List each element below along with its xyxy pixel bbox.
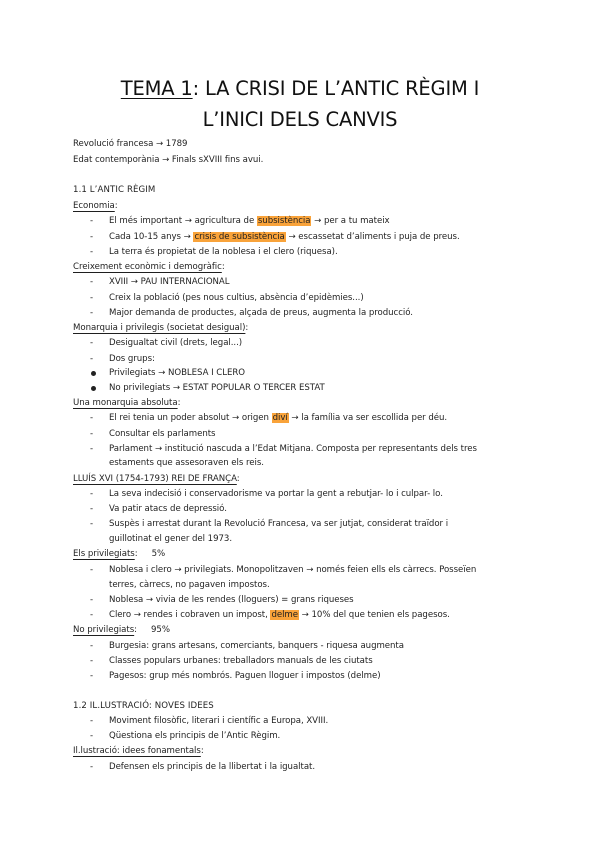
dash-marker: - xyxy=(90,444,94,454)
list-item-continuation: guillotinat el gener del 1973. xyxy=(109,534,233,544)
list-item: No privilegiats → ESTAT POPULAR O TERCER ESTAT xyxy=(109,383,325,393)
list-item: El més important → agricultura de subsistència → per a tu mateix xyxy=(109,216,390,226)
list-item: Classes populars urbanes: treballadors manuals de les ciutats xyxy=(109,656,373,666)
dash-marker: - xyxy=(90,277,94,287)
dash-marker: - xyxy=(90,429,94,439)
dash-marker: - xyxy=(90,519,94,529)
list-item: Major demanda de productes, alçada de preus, augmenta la producció. xyxy=(109,308,413,318)
subheading-monarquia: Monarquia i privilegis (societat desigual): xyxy=(73,323,249,333)
list-item: La seva indecisió i conservadorisme va portar la gent a rebutjar- lo i culpar- lo. xyxy=(109,489,443,499)
list-item: La terra és propietat de la noblesa i el clero (riquesa). xyxy=(109,247,338,257)
dash-marker: - xyxy=(90,216,94,226)
bullet-dot xyxy=(91,386,96,391)
section-heading: 1.1 L’ANTIC RÈGIM xyxy=(73,185,156,195)
dash-marker: - xyxy=(90,595,94,605)
list-item: Privilegiats → NOBLESA I CLERO xyxy=(109,368,245,378)
section-heading: 1.2 IL.LUSTRACIÓ: NOVES IDEES xyxy=(73,701,214,711)
dash-marker: - xyxy=(90,413,94,423)
list-item: Burgesia: grans artesans, comerciants, banquers - riquesa augmenta xyxy=(109,641,404,651)
list-item: Dos grups: xyxy=(109,354,155,364)
intro-line: Edat contemporània → Finals sXVIII fins avui. xyxy=(73,155,264,165)
subheading-creixement: Creixement econòmic i demogràfic: xyxy=(73,262,225,272)
dash-marker: - xyxy=(90,641,94,651)
subheading-privilegiats: Els privilegiats: 5% xyxy=(73,549,166,559)
dash-marker: - xyxy=(90,308,94,318)
dash-marker: - xyxy=(90,716,94,726)
intro-line: Revolució francesa → 1789 xyxy=(73,139,188,149)
dash-marker: - xyxy=(90,671,94,681)
document-title-line-2: L’INICI DELS CANVIS xyxy=(202,108,398,131)
list-item: Parlament → institució nascuda a l’Edat Mitjana. Composta per representants dels tres xyxy=(109,444,477,454)
percent-label: 95% xyxy=(151,625,170,635)
dash-marker: - xyxy=(90,610,94,620)
dash-marker: - xyxy=(90,293,94,303)
dash-marker: - xyxy=(90,247,94,257)
list-item: Consultar els parlaments xyxy=(109,429,216,439)
dash-marker: - xyxy=(90,232,94,242)
list-item-continuation: estaments que assesoraven els reis. xyxy=(109,458,264,468)
list-item: Creix la població (pes nous cultius, absència d’epidèmies...) xyxy=(109,293,364,303)
subheading-ideas: Il.lustració: idees fonamentals: xyxy=(73,746,204,756)
dash-marker: - xyxy=(90,354,94,364)
subheading-no-privilegiats: No privilegiats: 95% xyxy=(73,625,170,635)
subheading-economia: Economia: xyxy=(73,201,118,211)
list-item: Qüestiona els principis de l’Antic Règim. xyxy=(109,731,281,741)
list-item-continuation: terres, càrrecs, no pagaven impostos. xyxy=(109,580,270,590)
list-item: XVIII → PAU INTERNACIONAL xyxy=(109,277,230,287)
dash-marker: - xyxy=(90,731,94,741)
highlight: diví xyxy=(272,413,288,423)
list-item: Va patir atacs de depressió. xyxy=(109,504,227,514)
dash-marker: - xyxy=(90,504,94,514)
list-item: El rei tenia un poder absolut → origen diví → la família va ser escollida per déu. xyxy=(109,413,448,423)
dash-marker: - xyxy=(90,489,94,499)
subheading-absoluta: Una monarquia absoluta: xyxy=(73,398,181,408)
list-item: Suspès i arrestat durant la Revolució Francesa, va ser jutjat, considerat traïdor i xyxy=(109,519,449,529)
list-item: Noblesa → vivia de les rendes (lloguers) = grans riqueses xyxy=(109,595,354,605)
dash-marker: - xyxy=(90,338,94,348)
dash-marker: - xyxy=(90,762,94,772)
title-prefix: TEMA 1 xyxy=(120,77,193,100)
list-item: Noblesa i clero → privilegiats. Monopolitzaven → només feien ells els càrrecs. Posseïen xyxy=(109,565,477,575)
document-title-line-1: TEMA 1: LA CRISI DE L’ANTIC RÈGIM I xyxy=(120,77,480,100)
percent-label: 5% xyxy=(151,549,166,559)
list-item: Defensen els principis de la llibertat i la igualtat. xyxy=(109,762,316,772)
highlight: subsistència xyxy=(257,216,311,226)
subheading-lluis: LLUÍS XVI (1754-1793) REI DE FRANÇA: xyxy=(73,474,240,484)
bullet-dot xyxy=(91,371,96,376)
list-item: Cada 10-15 anys → crisis de subsistència → escassetat d’aliments i puja de preus. xyxy=(109,232,460,242)
list-item: Desigualtat civil (drets, legal...) xyxy=(109,338,243,348)
list-item: Moviment filosòfic, literari i científic a Europa, XVIII. xyxy=(109,716,329,726)
dash-marker: - xyxy=(90,565,94,575)
list-item: Pagesos: grup més nombrós. Paguen lloguer i impostos (delme) xyxy=(109,671,381,681)
dash-marker: - xyxy=(90,656,94,666)
highlight: crisis de subsistència xyxy=(194,232,285,242)
highlight: delme xyxy=(271,610,298,620)
list-item: Clero → rendes i cobraven un impost, delme → 10% del que tenien els pagesos. xyxy=(109,610,450,620)
